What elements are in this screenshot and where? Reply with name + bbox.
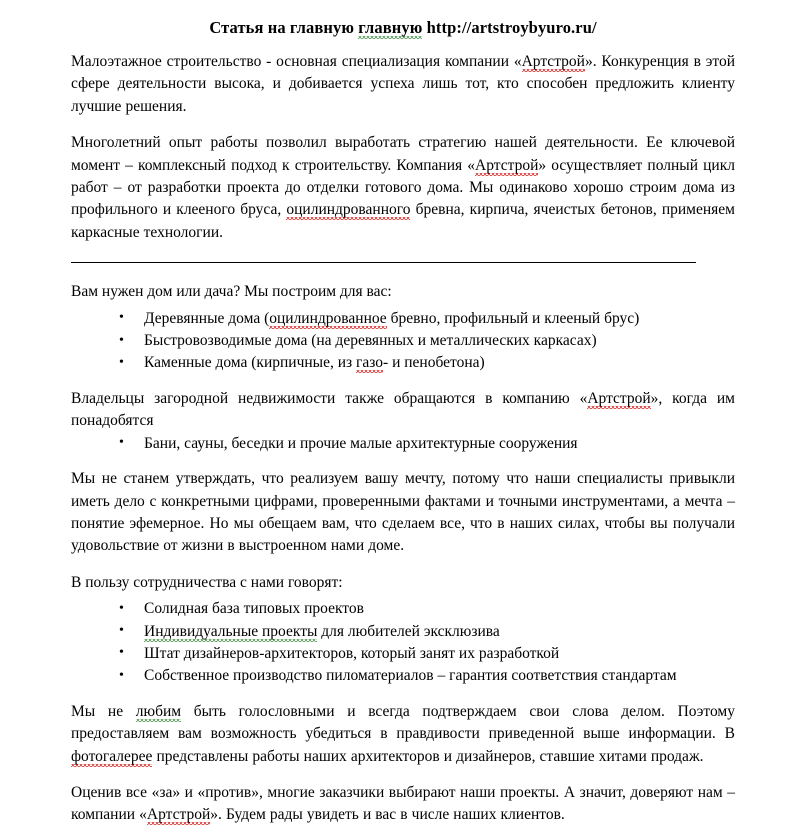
list-item-part-1: Деревянные дома ( (144, 309, 270, 327)
title-prefix-text: Статья на главную (209, 18, 359, 37)
list-item-part-1: Собственное производство пиломатериалов – гарантия соответствия стандартам (144, 667, 677, 685)
paragraph-3-part-2: », когда им понадобятся (71, 389, 735, 430)
list-item (119, 308, 735, 330)
paragraph-6 (71, 782, 735, 827)
list-item: • Бани, сауны, беседки и прочие малые архитектурные сооружения (119, 433, 735, 455)
misspelled-word: газо (356, 354, 384, 372)
bullet-list-structures (71, 433, 735, 455)
list-item-part-2: бревно, профильный и клееный брус) (386, 309, 640, 327)
list-item (119, 598, 735, 620)
list-item (119, 665, 735, 687)
paragraph-3-part-1: Владельцы загородной недвижимости также обращаются в компанию « (71, 389, 588, 407)
horizontal-rule (71, 262, 696, 263)
paragraph-2-part-3: бревна, кирпича, ячеистых бетонов, применяем каркасные технологии. (71, 201, 735, 241)
lead-paragraph-2: В пользу сотрудничества с нами говорят: (71, 573, 343, 591)
list-item (119, 352, 735, 374)
bullet-list-advantages (71, 598, 735, 688)
paragraph-6-part-1: Оценив все «за» и «против», многие заказчики выбирают наши проекты. А значит, доверяют нам – компании « (71, 783, 735, 824)
paragraph-5 (71, 701, 735, 768)
list-item-part-2: для любителей эксклюзива (317, 622, 500, 640)
misspelled-word: оцилиндрованного (286, 201, 411, 219)
misspelled-word: Артстрой (587, 389, 651, 407)
misspelled-word: фотогалерее (71, 747, 153, 765)
misspelled-word: Артстрой (521, 53, 585, 70)
paragraph-5-part-2: быть голословными и всегда подтверждаем свои слова делом. Поэтому предоставляем вам возможность убедиться в правдивости приведенной выше информации. В (71, 702, 735, 743)
list-item-part-1: Штат дизайнеров-архитекторов, который занят их разработкой (144, 644, 560, 662)
paragraph-1-part-1: Малоэтажное строительство - основная специализация компании « (71, 53, 522, 70)
list-item (119, 621, 735, 643)
bullet-list-house-types (71, 308, 735, 375)
page-title (71, 14, 735, 38)
paragraph-3 (71, 388, 735, 433)
misspelled-word: Артстрой (146, 806, 211, 824)
list-item-part-1: Солидная база типовых проектов (144, 600, 364, 618)
lead-paragraph-1: Вам нужен дом или дача? Мы построим для вас: (71, 283, 392, 301)
misspelled-word: оцилиндрованное (269, 309, 387, 327)
paragraph-2-part-1: Многолетний опыт работы позволил выработать стратегию нашей деятельности. Ее ключевой момент – комплексный подход к строительству. Компания « (71, 134, 735, 174)
paragraph-2-part-2: » осуществляет полный цикл работ – от разработки проекта до отделки готового дома. Мы одинаково хорошо строим дома из профильного и клееного бруса, (71, 156, 735, 219)
paragraph-6-part-2: ». Будем рады увидеть и вас в числе наших клиентов. (210, 806, 565, 824)
list-item (119, 643, 735, 665)
paragraph-1 (71, 51, 735, 118)
list-item (119, 330, 735, 352)
grammar-flagged-phrase: Индивидуальные проекты (144, 622, 318, 640)
title-grammar-word: главную (358, 18, 423, 37)
list-item-part-1: Каменные дома (кирпичные, из (144, 354, 357, 372)
paragraph-4: Мы не станем утверждать, что реализуем вашу мечту, потому что наши специалисты привыкли иметь дело с конкретными цифрами, проверенными фактами и точными инструментами, а мечта – понятие эфемерное. Но мы обещаем вам, что сделаем все, что в наших силах, чтобы вы получали удовольствие от жизни в выстроенном нами доме. (71, 470, 735, 555)
paragraph-5-part-3: представлены работы наших архитекторов и дизайнеров, ставшие хитами продаж. (152, 747, 704, 765)
list-item-part-1: Быстровозводимые дома (на деревянных и металлических каркасах) (144, 332, 597, 350)
paragraph-1-part-2: ». Конкуренция в этой сфере деятельности высока, и добивается успеха лишь тот, кто способен предложить клиенту лучшие решения. (71, 53, 735, 115)
list-item-part-2: - и пенобетона) (383, 354, 485, 372)
title-url: http://artstroybyuro.ru/ (426, 18, 597, 37)
grammar-flagged-word: любим (135, 702, 182, 720)
paragraph-2 (71, 132, 735, 244)
misspelled-word: Артстрой (475, 156, 539, 174)
paragraph-5-part-1: Мы не (71, 702, 136, 720)
